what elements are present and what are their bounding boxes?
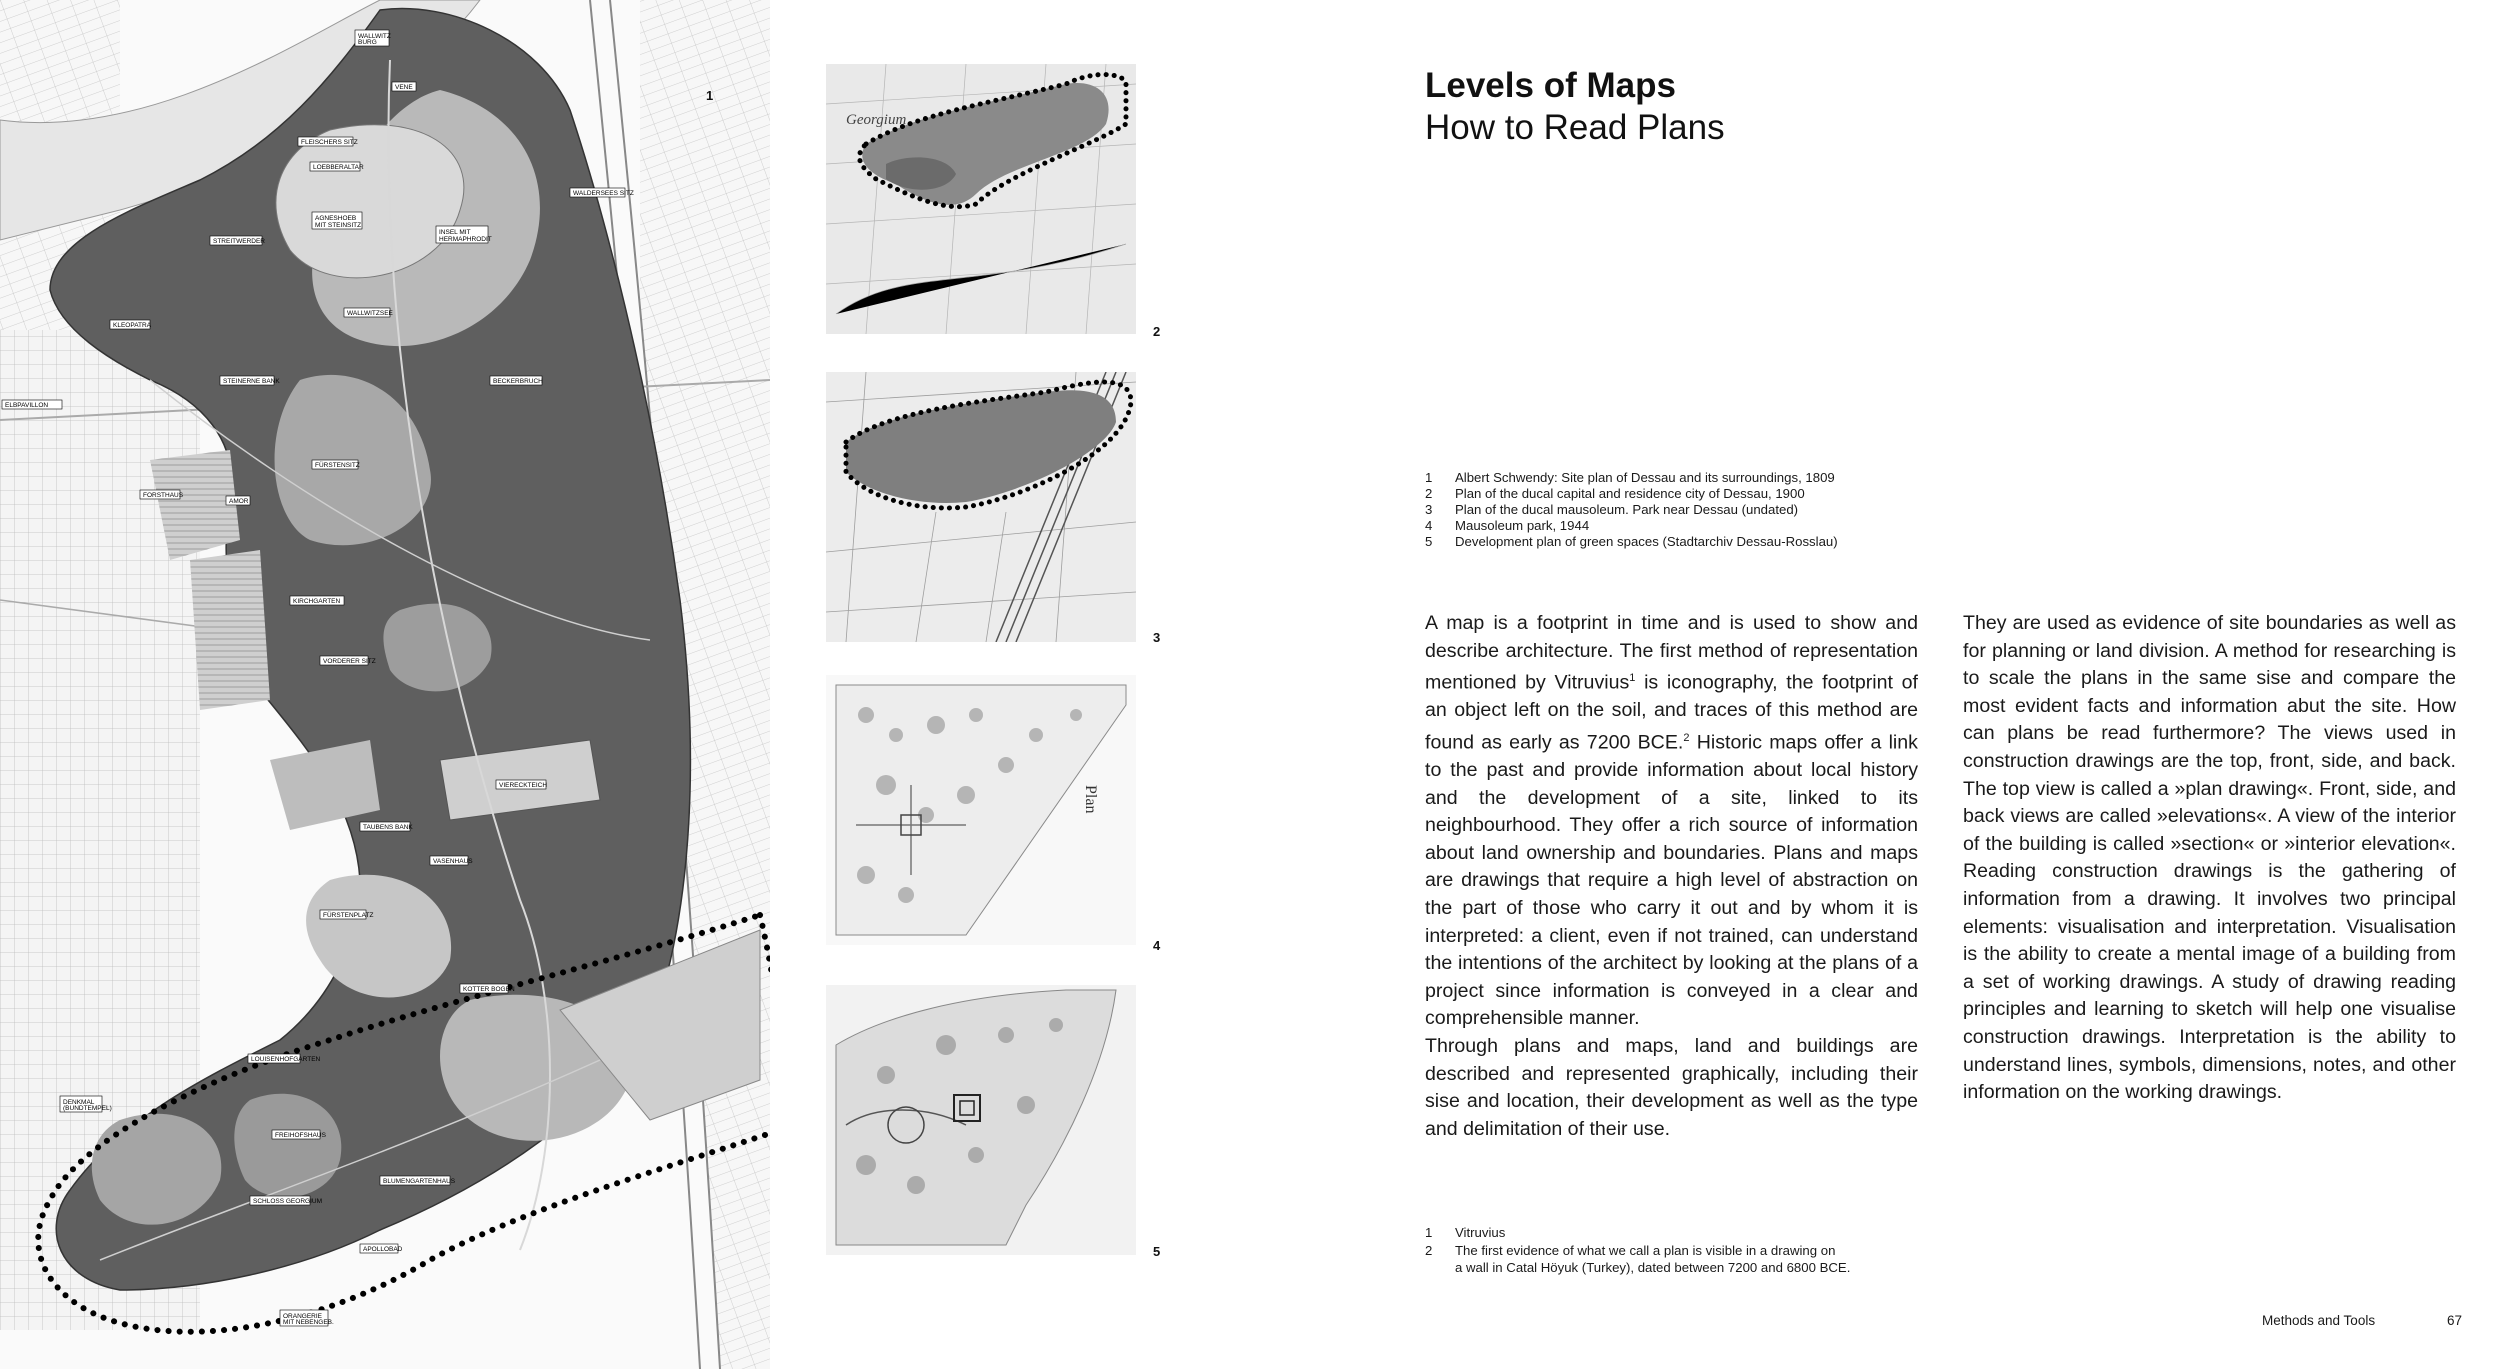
page-title: Levels of Maps: [1425, 66, 1676, 105]
map-label: [360, 1244, 403, 1253]
map-label: [570, 188, 634, 197]
svg-text:WALLWITZSEE: WALLWITZSEE: [347, 310, 393, 317]
svg-text:FREIHOFSHAUS: FREIHOFSHAUS: [275, 1132, 326, 1139]
figure-number-4: 4: [1153, 938, 1161, 953]
map-label: [320, 656, 376, 665]
map-label: [380, 1176, 456, 1185]
figure-number-3: 3: [1153, 630, 1161, 645]
caption-item: 5 Development plan of green spaces (Stadtarchiv Dessau-Rosslau): [1425, 534, 1838, 549]
caption-item: 2 Plan of the ducal capital and residence city of Dessau, 1900: [1425, 486, 1805, 501]
map-label: [360, 822, 413, 831]
svg-text:KOTTER BOGEN: KOTTER BOGEN: [463, 986, 515, 993]
map-label: [298, 137, 358, 146]
svg-text:TAUBENS BANK: TAUBENS BANK: [363, 824, 413, 831]
svg-text:ORANGERIE: ORANGERIE: [283, 1313, 323, 1320]
svg-text:(BUNDTEMPEL): (BUNDTEMPEL): [63, 1105, 112, 1112]
svg-text:KLEOPATRA: KLEOPATRA: [113, 322, 152, 329]
map-label: [2, 400, 62, 409]
map-label: [355, 30, 391, 46]
svg-text:FÜRSTENPLATZ: FÜRSTENPLATZ: [323, 912, 374, 919]
svg-text:ELBPAVILLON: ELBPAVILLON: [5, 402, 49, 409]
caption-item: 4 Mausoleum park, 1944: [1425, 518, 1590, 533]
section-label: Methods and Tools: [2262, 1313, 2376, 1328]
map-label: [250, 1196, 322, 1205]
svg-text:LOUISENHOFGARTEN: LOUISENHOFGARTEN: [251, 1056, 321, 1063]
caption-item: 1 Albert Schwendy: Site plan of Dessau and its surroundings, 1809: [1425, 470, 1835, 485]
svg-text:Georgium: Georgium: [846, 112, 907, 128]
page-number: 67: [2447, 1313, 2463, 1328]
map-label: [272, 1130, 327, 1139]
svg-text:AMOR: AMOR: [229, 498, 249, 505]
figure-3-mausoleum-plan: [826, 372, 1136, 642]
svg-text:BECKERBRUCH: BECKERBRUCH: [493, 378, 543, 385]
svg-text:VASENHAUS: VASENHAUS: [433, 858, 473, 865]
svg-text:WALLWITZ: WALLWITZ: [358, 33, 391, 40]
svg-text:VIERECKTEICH: VIERECKTEICH: [499, 782, 548, 789]
svg-text:STEINERNE BANK: STEINERNE BANK: [223, 378, 280, 385]
map-label: [430, 856, 473, 865]
body-paragraph: A map is a footprint in time and is used to show and describe architecture. The first method of representation mentioned by Vitruvius$^1$ is iconography, the footprint of an object left on the soil, and traces of this method are found as early as 7200 BCE.$^2$ Historic maps offer a link to the past and provide information about local history and the development of a site, linked to its neighbourhood. They offer a rich source of information about land ownership and boundaries. Plans and maps are drawings that require a high level of abstraction on the part of those who carry it out and by whom it is interpreted: a client, even if not trained, can understand the intentions of the architect by looking at the plans of a project since information is conveyed in a clear and comprehensible manner.: [1425, 612, 1918, 1030]
figure-5-development-plan: [826, 985, 1136, 1255]
footnote-ref: 2: [1683, 731, 1690, 744]
map-label: [226, 496, 250, 505]
page-subtitle: How to Read Plans: [1425, 108, 1725, 147]
svg-text:Plan: Plan: [1082, 785, 1099, 814]
svg-text:MIT NEBENGEB.: MIT NEBENGEB.: [283, 1319, 334, 1326]
body-column-right: [1963, 610, 2456, 1107]
svg-text:WALDERSEES SITZ: WALDERSEES SITZ: [573, 190, 634, 197]
map-label: [220, 376, 280, 385]
footnote-item: 2 The first evidence of what we call a plan is visible in a drawing on: [1425, 1243, 1836, 1258]
map-label: [320, 910, 373, 919]
figure-4-mausoleum-park: [826, 675, 1136, 945]
map-label: [344, 308, 394, 317]
svg-text:INSEL MIT: INSEL MIT: [439, 229, 471, 236]
figure-number-2: 2: [1153, 324, 1161, 339]
svg-text:SCHLOSS GEORGIUM: SCHLOSS GEORGIUM: [253, 1198, 322, 1205]
map-label: [140, 490, 184, 499]
caption-item: 3 Plan of the ducal mausoleum. Park near Dessau (undated): [1425, 502, 1799, 517]
body-paragraph: They are used as evidence of site boundaries as well as for planning or land division. A method for researching is to scale the plans in the same sise and compare the most evident facts and information abut the site. How can plans be read furthermore? The views used in construction drawings are the top, front, side, and back. The top view is called a »plan drawing«. Front, side, and back views are called »elevations«. A view of the interior of the building is called »section« or »interior elevation«. Reading construction drawings is the gathering of information from a drawing. It involves two principal elements: visualisation and interpretation. Visualisation is the ability to create a mental image of a building from a set of working drawings. A study of drawing reading principles and learning to sketch will help one visualise construction drawings. Interpretation is the ability to understand lines, symbols, dimensions, notes, and other information on the working drawings.: [1963, 612, 2456, 1104]
map-label: [312, 212, 362, 229]
map-label: [210, 236, 265, 245]
map-label: [496, 780, 547, 789]
footnote-item: 1 Vitruvius: [1425, 1225, 1506, 1240]
body-column-left: [1425, 610, 1918, 1143]
svg-text:FORSTHAUS: FORSTHAUS: [143, 492, 184, 499]
svg-text:LOEBBERALTAR: LOEBBERALTAR: [313, 164, 364, 171]
map-label: [310, 162, 364, 171]
map-label: [110, 320, 152, 329]
map-label: [248, 1054, 321, 1063]
map-label: [290, 596, 344, 605]
svg-text:STREITWERDER: STREITWERDER: [213, 238, 265, 245]
svg-text:MIT STEINSITZ: MIT STEINSITZ: [315, 222, 362, 229]
footnote-item: a wall in Catal Höyuk (Turkey), dated between 7200 and 6800 BCE.: [1455, 1260, 1851, 1275]
map-label: [436, 226, 492, 243]
svg-text:VENE: VENE: [395, 84, 413, 91]
map-label: [280, 1310, 334, 1326]
map-label: [392, 82, 416, 91]
svg-text:AGNESHOEB: AGNESHOEB: [315, 215, 357, 222]
figure-number-1: 1: [706, 88, 714, 103]
svg-text:VORDERER SITZ: VORDERER SITZ: [323, 658, 376, 665]
svg-text:KIRCHGARTEN: KIRCHGARTEN: [293, 598, 341, 605]
site-plan-map: [0, 0, 770, 1369]
map-label: [460, 984, 515, 993]
svg-text:BLUMENGARTENHAUS: BLUMENGARTENHAUS: [383, 1178, 456, 1185]
figure-number-5: 5: [1153, 1244, 1161, 1259]
svg-text:FLEISCHERS SITZ: FLEISCHERS SITZ: [301, 139, 358, 146]
svg-text:APOLLOBAD: APOLLOBAD: [363, 1246, 403, 1253]
svg-text:FÜRSTENSITZ: FÜRSTENSITZ: [315, 462, 360, 469]
svg-text:BURG: BURG: [358, 39, 377, 46]
body-paragraph: Through plans and maps, land and buildings are described and represented graphically, including their sise and location, their development as well as the type and delimitation of their use.: [1425, 1034, 1918, 1140]
map-label: [312, 460, 360, 469]
svg-text:HERMAPHRODIT: HERMAPHRODIT: [439, 236, 492, 243]
figure-2-plan-1900: [826, 64, 1136, 334]
svg-text:DENKMAL: DENKMAL: [63, 1099, 95, 1106]
map-label: [490, 376, 543, 385]
footnote-ref: 1: [1629, 672, 1636, 685]
